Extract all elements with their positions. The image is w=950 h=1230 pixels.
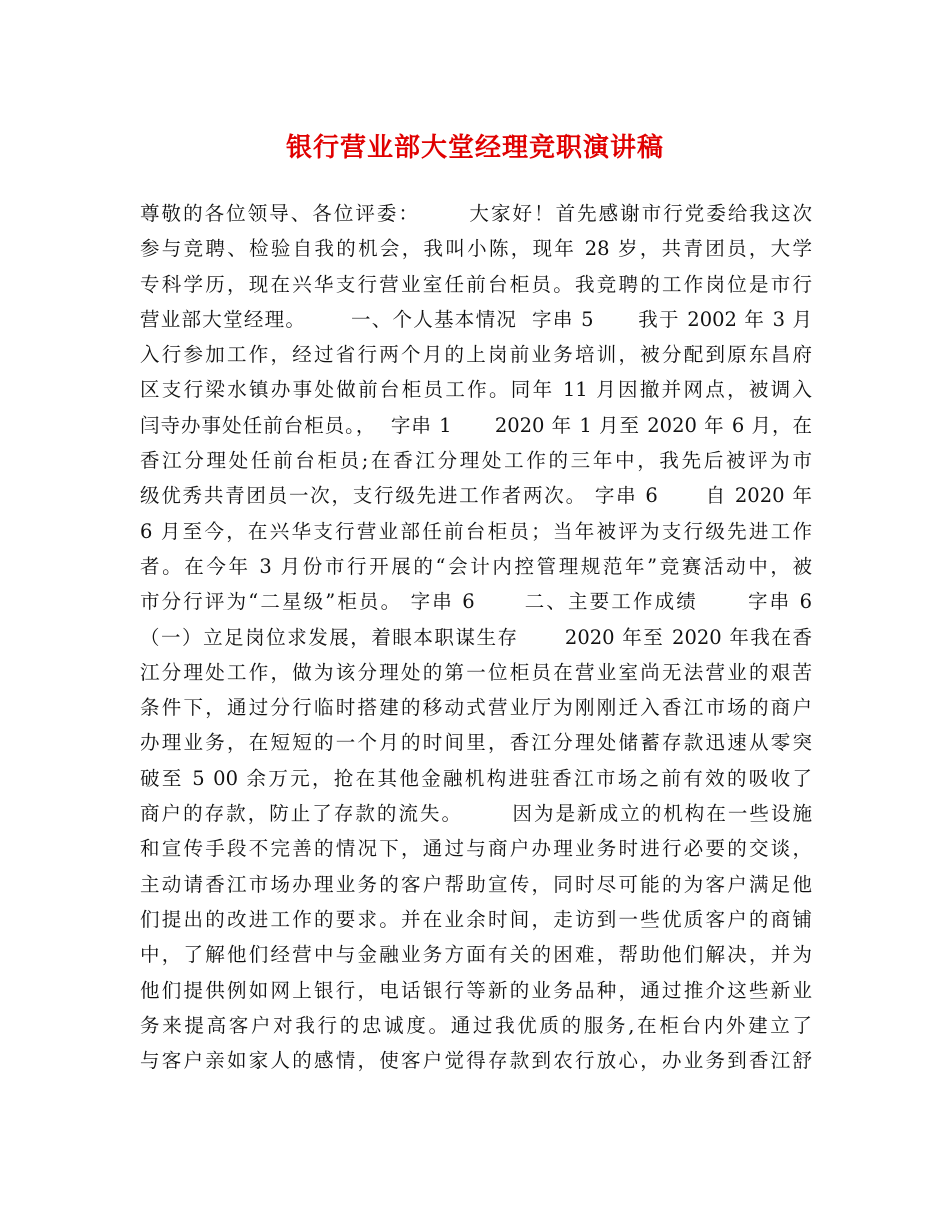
body-line-10: 6 月至今，在兴华支行营业部任前台柜员；当年被评为支行级先进工作: [140, 519, 812, 543]
body-line-5: 入行参加工作，经过省行两个月的上岗前业务培训，被分配到原东昌府: [140, 343, 812, 367]
body-line-21: 们提出的改进工作的要求。并在业余时间，走访到一些优质客户的商铺: [140, 907, 812, 931]
body-line-16: 办理业务，在短短的一个月的时间里，香江分理处储蓄存款迅速从零突: [140, 731, 812, 755]
body-line-6: 区支行梁水镇办事处做前台柜员工作。同年 11 月因撤并网点，被调入: [140, 378, 812, 402]
body-line-7: 闫寺办事处任前台柜员。， 字串 1 2020 年 1 月至 2020 年 6 月，在: [140, 413, 812, 437]
body-line-20: 主动请香江市场办理业务的客户帮助宣传，同时尽可能的为客户满足他: [140, 872, 812, 896]
body-line-2: 参与竞聘、检验自我的机会，我叫小陈，现年 28 岁，共青团员，大学: [140, 237, 812, 261]
document-title: 银行营业部大堂经理竞职演讲稿: [285, 133, 664, 163]
body-line-4: 营业部大堂经理。 一、个人基本情况 字串 5 我于 2002 年 3 月: [140, 307, 812, 331]
body-line-8: 香江分理处任前台柜员;在香江分理处工作的三年中，我先后被评为市: [140, 449, 812, 473]
body-line-15: 条件下，通过分行临时搭建的移动式营业厅为刚刚迁入香江市场的商户: [140, 696, 812, 720]
body-line-11: 者。在今年 3 月份市行开展的“会计内控管理规范年”竞赛活动中，被: [140, 554, 812, 578]
body-line-1: 尊敬的各位领导、各位评委： 大家好！首先感谢市行党委给我这次: [140, 202, 812, 225]
body-line-22: 中，了解他们经营中与金融业务方面有关的困难，帮助他们解决，并为: [140, 943, 812, 967]
body-line-23: 他们提供例如网上银行，电话银行等新的业务品种，通过推介这些新业: [140, 978, 812, 1002]
body-line-13: （一）立足岗位求发展，着眼本职谋生存 2020 年至 2020 年我在香: [140, 625, 812, 649]
body-line-14: 江分理处工作，做为该分理处的第一位柜员在营业室尚无法营业的艰苦: [140, 660, 812, 684]
body-line-9: 级优秀共青团员一次，支行级先进工作者两次。 字串 6 自 2020 年: [140, 484, 812, 508]
body-line-18: 商户的存款，防止了存款的流失。 因为是新成立的机构在一些设施: [140, 802, 812, 826]
body-line-24: 务来提高客户对我行的忠诚度。通过我优质的服务,在柜台内外建立了: [140, 1013, 812, 1037]
document-body: [140, 196, 812, 1078]
body-line-25: 与客户亲如家人的感情，使客户觉得存款到农行放心，办业务到香江舒: [140, 1049, 812, 1073]
body-line-3: 专科学历，现在兴华支行营业室任前台柜员。我竞聘的工作岗位是市行: [140, 272, 812, 296]
body-line-12: 市分行评为“二星级”柜员。 字串 6 二、主要工作成绩 字串 6: [140, 590, 812, 614]
body-line-19: 和宣传手段不完善的情况下，通过与商户办理业务时进行必要的交谈，: [140, 837, 812, 861]
body-line-17: 破至 5 00 余万元，抢在其他金融机构进驻香江市场之前有效的吸收了: [140, 766, 812, 790]
